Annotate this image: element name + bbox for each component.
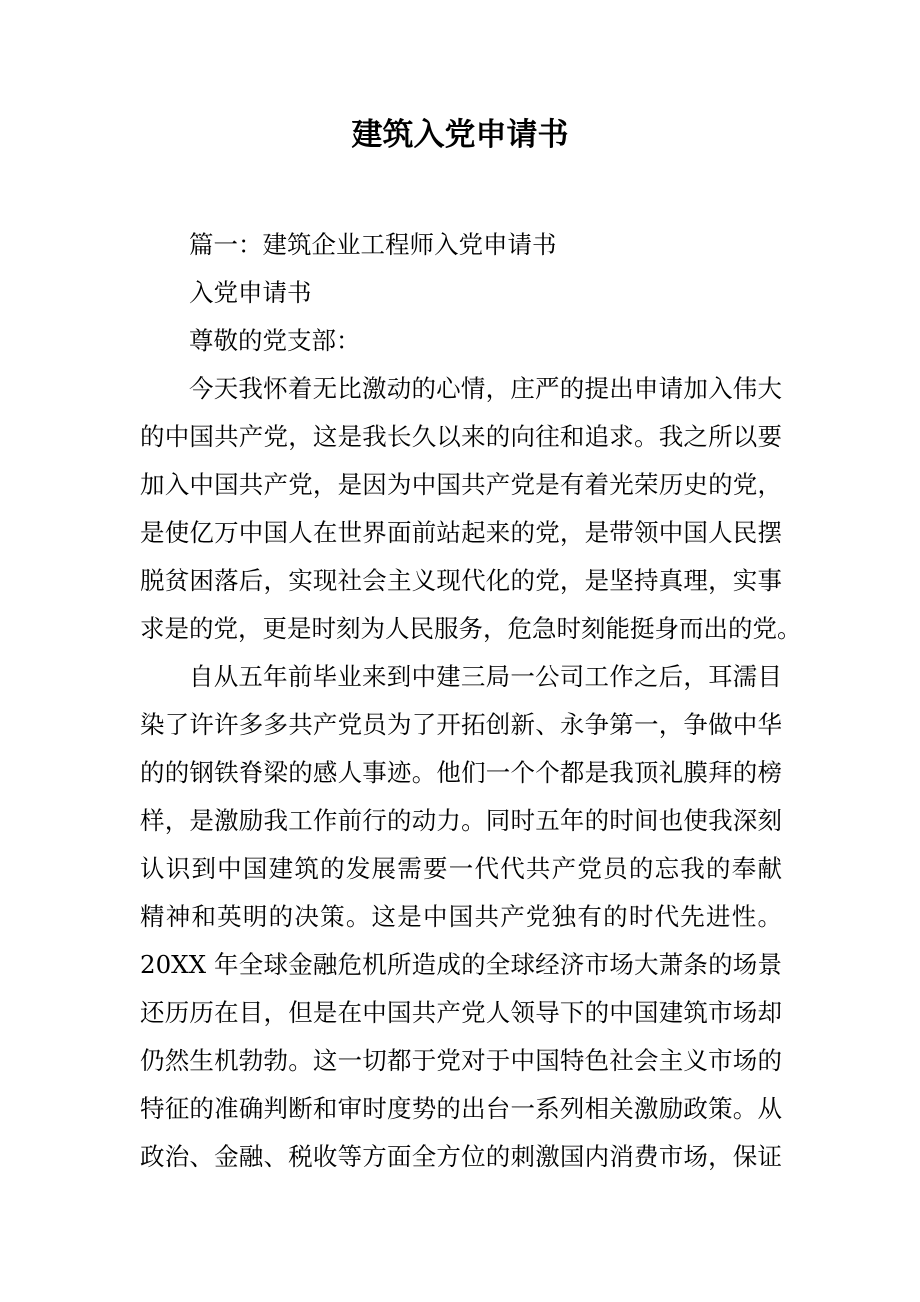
text-line: 入党申请书 [189,278,312,307]
text-line: 自从五年前毕业来到中建三局一公司工作之后，耳濡目 [189,662,782,691]
document-title: 建筑入党申请书 [351,117,569,153]
document-body [140,221,802,1181]
text-line: 求是的党，更是时刻为人民服务，危急时刻能挺身而出的党。 [140,614,802,643]
text-line: 精神和英明的决策。这是中国共产党独有的时代先进性。 [140,902,782,931]
text-line: 篇一：建筑企业工程师入党申请书 [189,230,557,259]
text-line: 加入中国共产党，是因为中国共产党是有着光荣历史的党， [140,470,782,499]
text-line: 样，是激励我工作前行的动力。同时五年的时间也使我深刻 [140,806,782,835]
text-line: 还历历在目，但是在中国共产党人领导下的中国建筑市场却 [140,998,782,1027]
text-line: 的中国共产党，这是我长久以来的向往和追求。我之所以要 [140,422,782,451]
text-line: 今天我怀着无比激动的心情，庄严的提出申请加入伟大 [189,374,782,403]
text-line: 的的钢铁脊梁的感人事迹。他们一个个都是我顶礼膜拜的榜 [140,758,782,787]
text-line: 20XX 年全球金融危机所造成的全球经济市场大萧条的场景 [140,950,782,979]
text-line: 仍然生机勃勃。这一切都于党对于中国特色社会主义市场的 [140,1046,782,1075]
text-line: 尊敬的党支部： [189,326,361,355]
text-line: 染了许许多多共产党员为了开拓创新、永争第一，争做中华 [140,710,782,739]
text-line: 是使亿万中国人在世界面前站起来的党，是带领中国人民摆 [140,518,782,547]
text-line: 认识到中国建筑的发展需要一代代共产党员的忘我的奉献 [140,854,782,883]
text-line: 政治、金融、税收等方面全方位的刺激国内消费市场，保证 [140,1142,782,1171]
text-line: 脱贫困落后，实现社会主义现代化的党，是坚持真理，实事 [140,566,782,595]
text-line: 特征的准确判断和审时度势的出台一系列相关激励政策。从 [140,1094,782,1123]
